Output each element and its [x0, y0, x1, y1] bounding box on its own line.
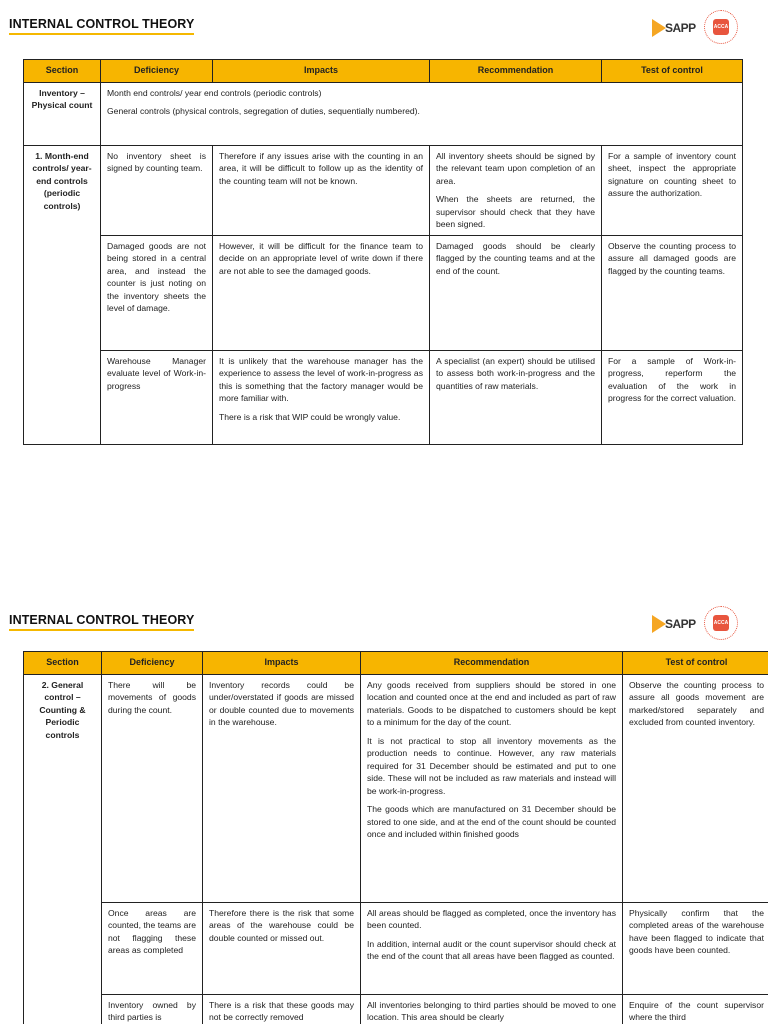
impacts-cell: However, it will be difficult for the finance team to decide on an appropriate level of write down if there are not able to see the damaged goods.: [213, 235, 430, 350]
control-table-1: [23, 59, 743, 445]
recommendation-cell: All inventories belonging to third parties should be moved to one location. This area should be clearly: [361, 995, 623, 1024]
col-header-recommendation: Recommendation: [430, 60, 602, 83]
deficiency-cell: No inventory sheet is signed by counting team.: [101, 146, 213, 236]
deficiency-cell: Once areas are counted, the teams are not flagging these areas as completed: [102, 903, 203, 995]
intro-cell: Month end controls/ year end controls (periodic controls) General controls (physical controls, segregation of duties, sequentially numbered).: [101, 83, 743, 146]
impacts-cell: There is a risk that these goods may not be correctly removed: [203, 995, 361, 1024]
play-icon: [652, 615, 666, 633]
col-header-section: Section: [24, 652, 102, 675]
col-header-impacts: Impacts: [203, 652, 361, 675]
test-cell: For a sample of inventory count sheet, inspect the appropriate signature on counting sheet to assure the authorization.: [602, 146, 743, 236]
acca-seal-icon: ACCA: [704, 10, 738, 44]
play-icon: [652, 19, 666, 37]
table-row: [24, 235, 743, 350]
sapp-logo: SAPP ACCA: [652, 10, 744, 46]
impacts-cell: Therefore there is the risk that some areas of the warehouse could be double counted or missed out.: [203, 903, 361, 995]
table-row: [24, 903, 768, 995]
impacts-cell: Therefore if any issues arise with the counting in an area, it will be difficult to follow up as the identity of the counting team will not be known.: [213, 146, 430, 236]
intro-row: [24, 83, 743, 146]
recommendation-cell: A specialist (an expert) should be utilised to assess both work-in-progress and the quantities of raw materials.: [430, 350, 602, 444]
table-row: [24, 350, 743, 444]
col-header-section: Section: [24, 60, 101, 83]
recommendation-cell: Any goods received from suppliers should be stored in one location and counted once at the end and included as part of raw materials. Goods to be dispatched to customers should be kept to a minimum for the day of the count. It is not practical to stop all inventory movements as the production needs to continue. However, any raw materials required for 31 December should be estimated and put to one side. These will not be included as raw materials and instead will be work-in-progress. The goods which are manufactured on 31 December should be stored to one side, and at the end of the count should be counted once and included within finished goods: [361, 675, 623, 903]
col-header-impacts: Impacts: [213, 60, 430, 83]
col-header-deficiency: Deficiency: [102, 652, 203, 675]
section-cell: Inventory – Physical count: [24, 83, 101, 146]
impacts-cell: Inventory records could be under/overstated if goods are missed or double counted due to movements in the warehouse.: [203, 675, 361, 903]
deficiency-cell: Damaged goods are not being stored in a central area, and instead the counter is just noting on the inventory sheets the level of damage.: [101, 235, 213, 350]
sapp-logo: SAPP ACCA: [652, 606, 744, 642]
test-cell: Observe the counting process to assure all damaged goods are flagged by the counting teams.: [602, 235, 743, 350]
col-header-test: Test of control: [623, 652, 768, 675]
recommendation-cell: All areas should be flagged as completed, once the inventory has been counted. In addition, internal audit or the count supervisor should check at the end of the count that all areas have been flagged as counted.: [361, 903, 623, 995]
col-header-test: Test of control: [602, 60, 743, 83]
test-cell: Enquire of the count supervisor where the third: [623, 995, 768, 1024]
table-header-row: [24, 60, 743, 83]
test-cell: Physically confirm that the completed areas of the warehouse have been flagged to indicate that goods have been counted.: [623, 903, 768, 995]
page-title: INTERNAL CONTROL THEORY: [9, 613, 194, 631]
col-header-recommendation: Recommendation: [361, 652, 623, 675]
section-cell: 2. General control – Counting & Periodic controls: [24, 675, 102, 1024]
control-table-2: [23, 651, 768, 1024]
recommendation-cell: All inventory sheets should be signed by the relevant team upon completion of an area. When the sheets are returned, the supervisor should check that they have been signed.: [430, 146, 602, 236]
recommendation-cell: Damaged goods should be clearly flagged by the counting teams and at the end of the count.: [430, 235, 602, 350]
table-row: [24, 146, 743, 236]
deficiency-cell: There will be movements of goods during the count.: [102, 675, 203, 903]
page-2: [0, 596, 768, 1024]
table-header-row: [24, 652, 768, 675]
deficiency-cell: Inventory owned by third parties is: [102, 995, 203, 1024]
page-title: INTERNAL CONTROL THEORY: [9, 17, 194, 35]
impacts-cell: It is unlikely that the warehouse manager has the experience to assess the level of work-in-progress as this is something that the factory manager would be more familiar with. There is a risk that WIP could be wrongly value.: [213, 350, 430, 444]
table-row: [24, 995, 768, 1024]
section-cell: 1. Month-end controls/ year-end controls (periodic controls): [24, 146, 101, 445]
col-header-deficiency: Deficiency: [101, 60, 213, 83]
test-cell: For a sample of Work-in-progress, reperform the evaluation of the work in progress for the correct valuation.: [602, 350, 743, 444]
deficiency-cell: Warehouse Manager evaluate level of Work-in-progress: [101, 350, 213, 444]
table-row: [24, 675, 768, 903]
test-cell: Observe the counting process to assure all goods movement are marked/stored separately and excluded from counted inventory.: [623, 675, 768, 903]
page-1: [0, 0, 768, 470]
acca-seal-icon: ACCA: [704, 606, 738, 640]
